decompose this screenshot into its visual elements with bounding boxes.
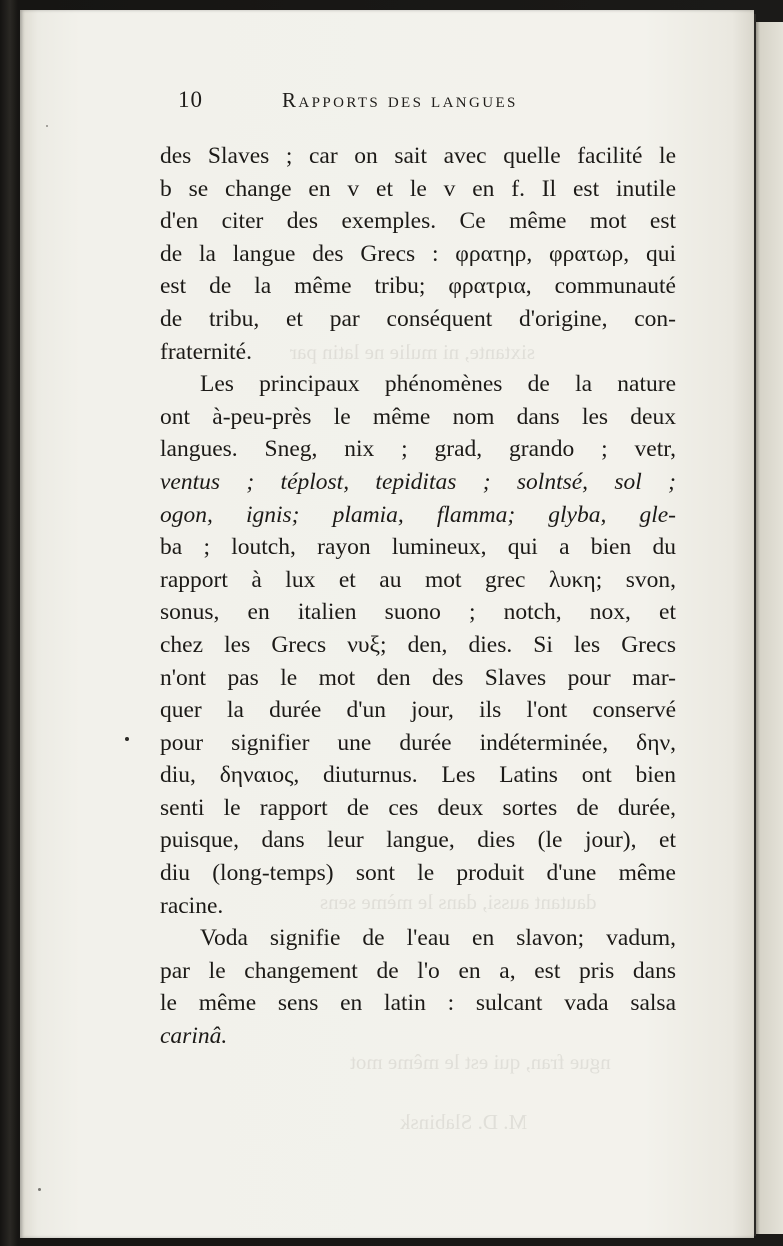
show-through-text: M. D. Slabinsk <box>400 1110 528 1134</box>
text-line: puisque, dans leur langue, dies (le jour), et <box>160 827 676 854</box>
text-line: d'en citer des exemples. Ce même mot est <box>160 208 676 235</box>
page-header <box>160 87 600 127</box>
paragraph-start-line: Les principaux phénomènes de la nature <box>200 371 676 398</box>
text-line: de tribu, et par conséquent d'origine, con- <box>160 305 676 332</box>
text-line: ogon, ignis; plamia, flamma; glyba, gle- <box>160 501 676 528</box>
text-line: le même sens en latin : sulcant vada salsa <box>160 990 676 1017</box>
text-line: de la langue des Grecs : φρατηρ, φρατωρ, qui <box>160 240 676 267</box>
ink-speck <box>38 1188 41 1191</box>
running-head: Rapports des langues <box>282 88 518 112</box>
text-line: rapport à lux et au mot grec λυκη; svon, <box>160 566 676 593</box>
paragraph-start-line: Voda signifie de l'eau en slavon; vadum, <box>200 925 676 952</box>
text-line: ont à-peu-près le même nom dans les deux <box>160 403 676 430</box>
text-line: est de la même tribu; φρατρια, communauté <box>160 273 676 300</box>
page-number: 10 <box>178 87 203 112</box>
text-line: par le changement de l'o en a, est pris dans <box>160 957 676 984</box>
text-line: diu, δηναιος, diuturnus. Les Latins ont bien <box>160 762 676 789</box>
text-line: carinâ. <box>160 1023 228 1050</box>
text-line: fraternité. <box>160 338 252 365</box>
text-line: pour signifier une durée indéterminée, δην, <box>160 729 676 756</box>
text-line: diu (long-temps) sont le produit d'une même <box>160 860 676 887</box>
text-line: n'ont pas le mot den des Slaves pour mar- <box>160 664 676 691</box>
text-line: sonus, en italien suono ; notch, nox, et <box>160 599 676 626</box>
text-line: senti le rapport de ces deux sortes de durée, <box>160 794 676 821</box>
text-line: quer la durée d'un jour, ils l'ont conservé <box>160 697 676 724</box>
text-line: ba ; loutch, rayon lumineux, qui a bien du <box>160 534 676 561</box>
body-text <box>160 140 676 1053</box>
next-page-edge <box>756 22 783 1234</box>
text-line: ventus ; téplost, tepiditas ; solntsé, sol ; <box>160 468 676 495</box>
text-line: langues. Sneg, nix ; grad, grando ; vetr, <box>160 436 676 463</box>
text-line: chez les Grecs νυξ; den, dies. Si les Grecs <box>160 631 676 658</box>
text-line: b se change en v et le v en f. Il est inutile <box>160 175 676 202</box>
text-line: des Slaves ; car on sait avec quelle facilité le <box>160 143 676 169</box>
show-through-text: sixtante, ni mulie ne latin par <box>290 340 535 364</box>
ink-speck <box>46 125 48 127</box>
show-through-text: dautant aussi, dans le mème sens <box>320 890 597 914</box>
ink-speck <box>125 737 129 741</box>
show-through-text: ngue fran, qui est le même mot <box>350 1050 611 1074</box>
text-line: racine. <box>160 892 224 919</box>
